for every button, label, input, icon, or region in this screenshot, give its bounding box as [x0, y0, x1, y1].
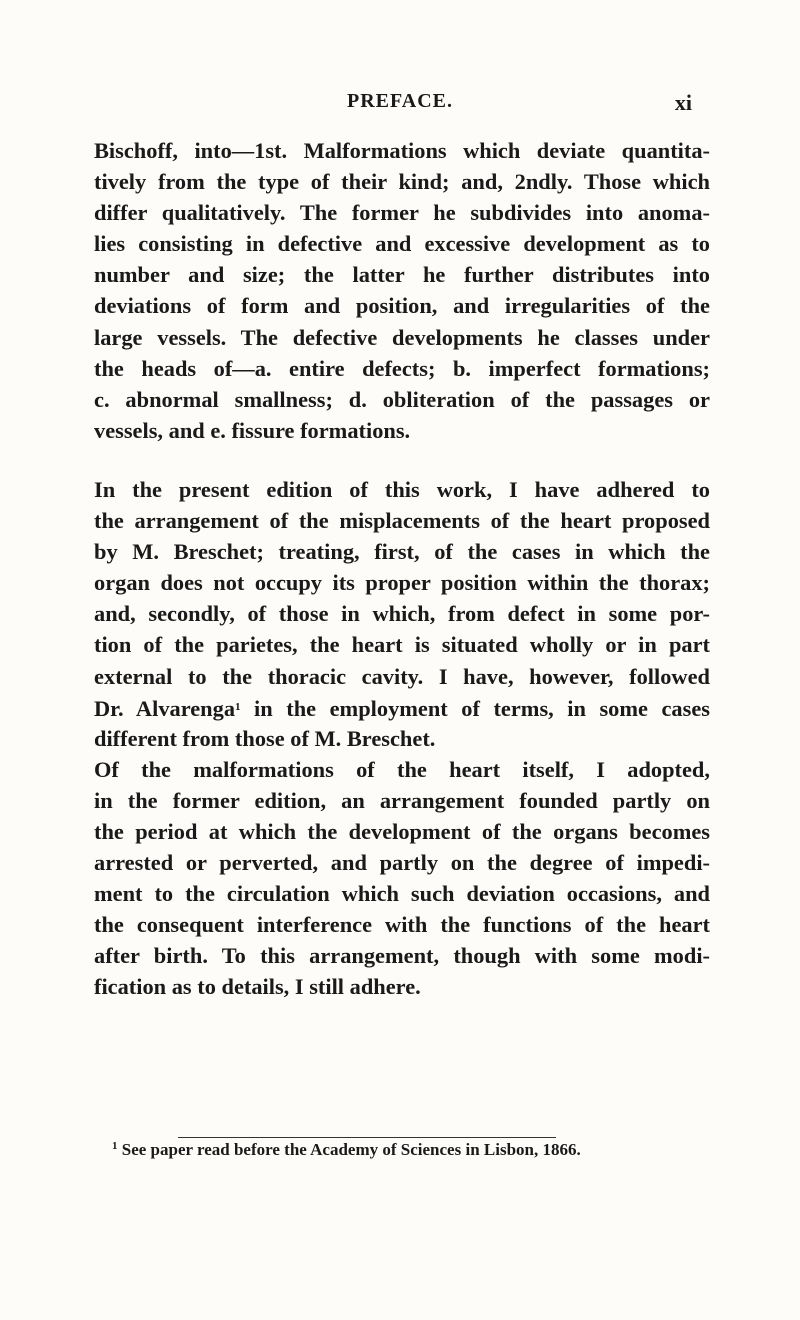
text-segment: in the employment of terms, in some cases	[240, 695, 710, 721]
text-line: and, secondly, of those in which, from defect in some por-	[94, 601, 710, 627]
text-line: the consequent interference with the functions of the heart	[94, 912, 710, 938]
text-line: different from those of M. Breschet.	[94, 725, 436, 751]
paragraph-3	[94, 754, 710, 1003]
paragraph-2	[94, 474, 710, 754]
text-line: arrested or perverted, and partly on the degree of impedi-	[94, 850, 710, 876]
text-line: tion of the parietes, the heart is situated wholly or in part	[94, 632, 710, 658]
text-line: fication as to details, I still adhere.	[94, 974, 421, 1000]
text-line: after birth. To this arrangement, though with some modi-	[94, 943, 710, 969]
text-line: c. abnormal smallness; d. obliteration of the passages or	[94, 386, 710, 412]
text-line: external to the thoracic cavity. I have, however, followed	[94, 663, 710, 689]
text-line: Of the malformations of the heart itself, I adopted,	[94, 756, 710, 782]
text-line: in the former edition, an arrangement founded partly on	[94, 787, 710, 813]
body-text	[94, 135, 710, 1003]
page-number: xi	[674, 90, 692, 115]
text-line: ment to the circulation which such deviation occasions, and	[94, 881, 710, 907]
text-line: vessels, and e. fissure formations.	[94, 417, 411, 443]
text-segment: Dr. Alvarenga	[94, 695, 236, 721]
footnote-text: See paper read before the Academy of Sciences in Lisbon, 1866.	[117, 1140, 581, 1159]
footnote-reference: 1	[235, 700, 241, 713]
text-line-with-footnote-ref	[94, 692, 710, 723]
text-line: the heads of—a. entire defects; b. imperfect formations;	[94, 355, 710, 381]
footnote	[112, 1140, 581, 1160]
paragraph-1	[94, 135, 710, 446]
text-line: differ qualitatively. The former he subdivides into anoma-	[94, 200, 710, 226]
footnote-marker: 1	[112, 1140, 118, 1152]
paragraph-gap	[94, 446, 710, 474]
text-line: by M. Breschet; treating, first, of the cases in which the	[94, 539, 710, 565]
text-line: organ does not occupy its proper position within the thorax;	[94, 570, 710, 596]
text-line: number and size; the latter he further distributes into	[94, 262, 710, 288]
footnote-divider	[178, 1137, 556, 1138]
text-line: Bischoff, into—1st. Malformations which deviate quantita-	[94, 138, 710, 163]
text-line: the period at which the development of the organs becomes	[94, 818, 710, 844]
text-line: lies consisting in defective and excessive development as to	[94, 231, 710, 257]
text-line: deviations of form and position, and irregularities of the	[94, 293, 710, 319]
text-line: In the present edition of this work, I have adhered to	[94, 476, 710, 502]
page-title: PREFACE.	[347, 90, 453, 112]
text-line: large vessels. The defective developments he classes under	[94, 324, 710, 350]
text-line: tively from the type of their kind; and, 2ndly. Those which	[94, 169, 710, 195]
running-head	[0, 90, 800, 120]
text-line: the arrangement of the misplacements of the heart proposed	[94, 508, 710, 534]
